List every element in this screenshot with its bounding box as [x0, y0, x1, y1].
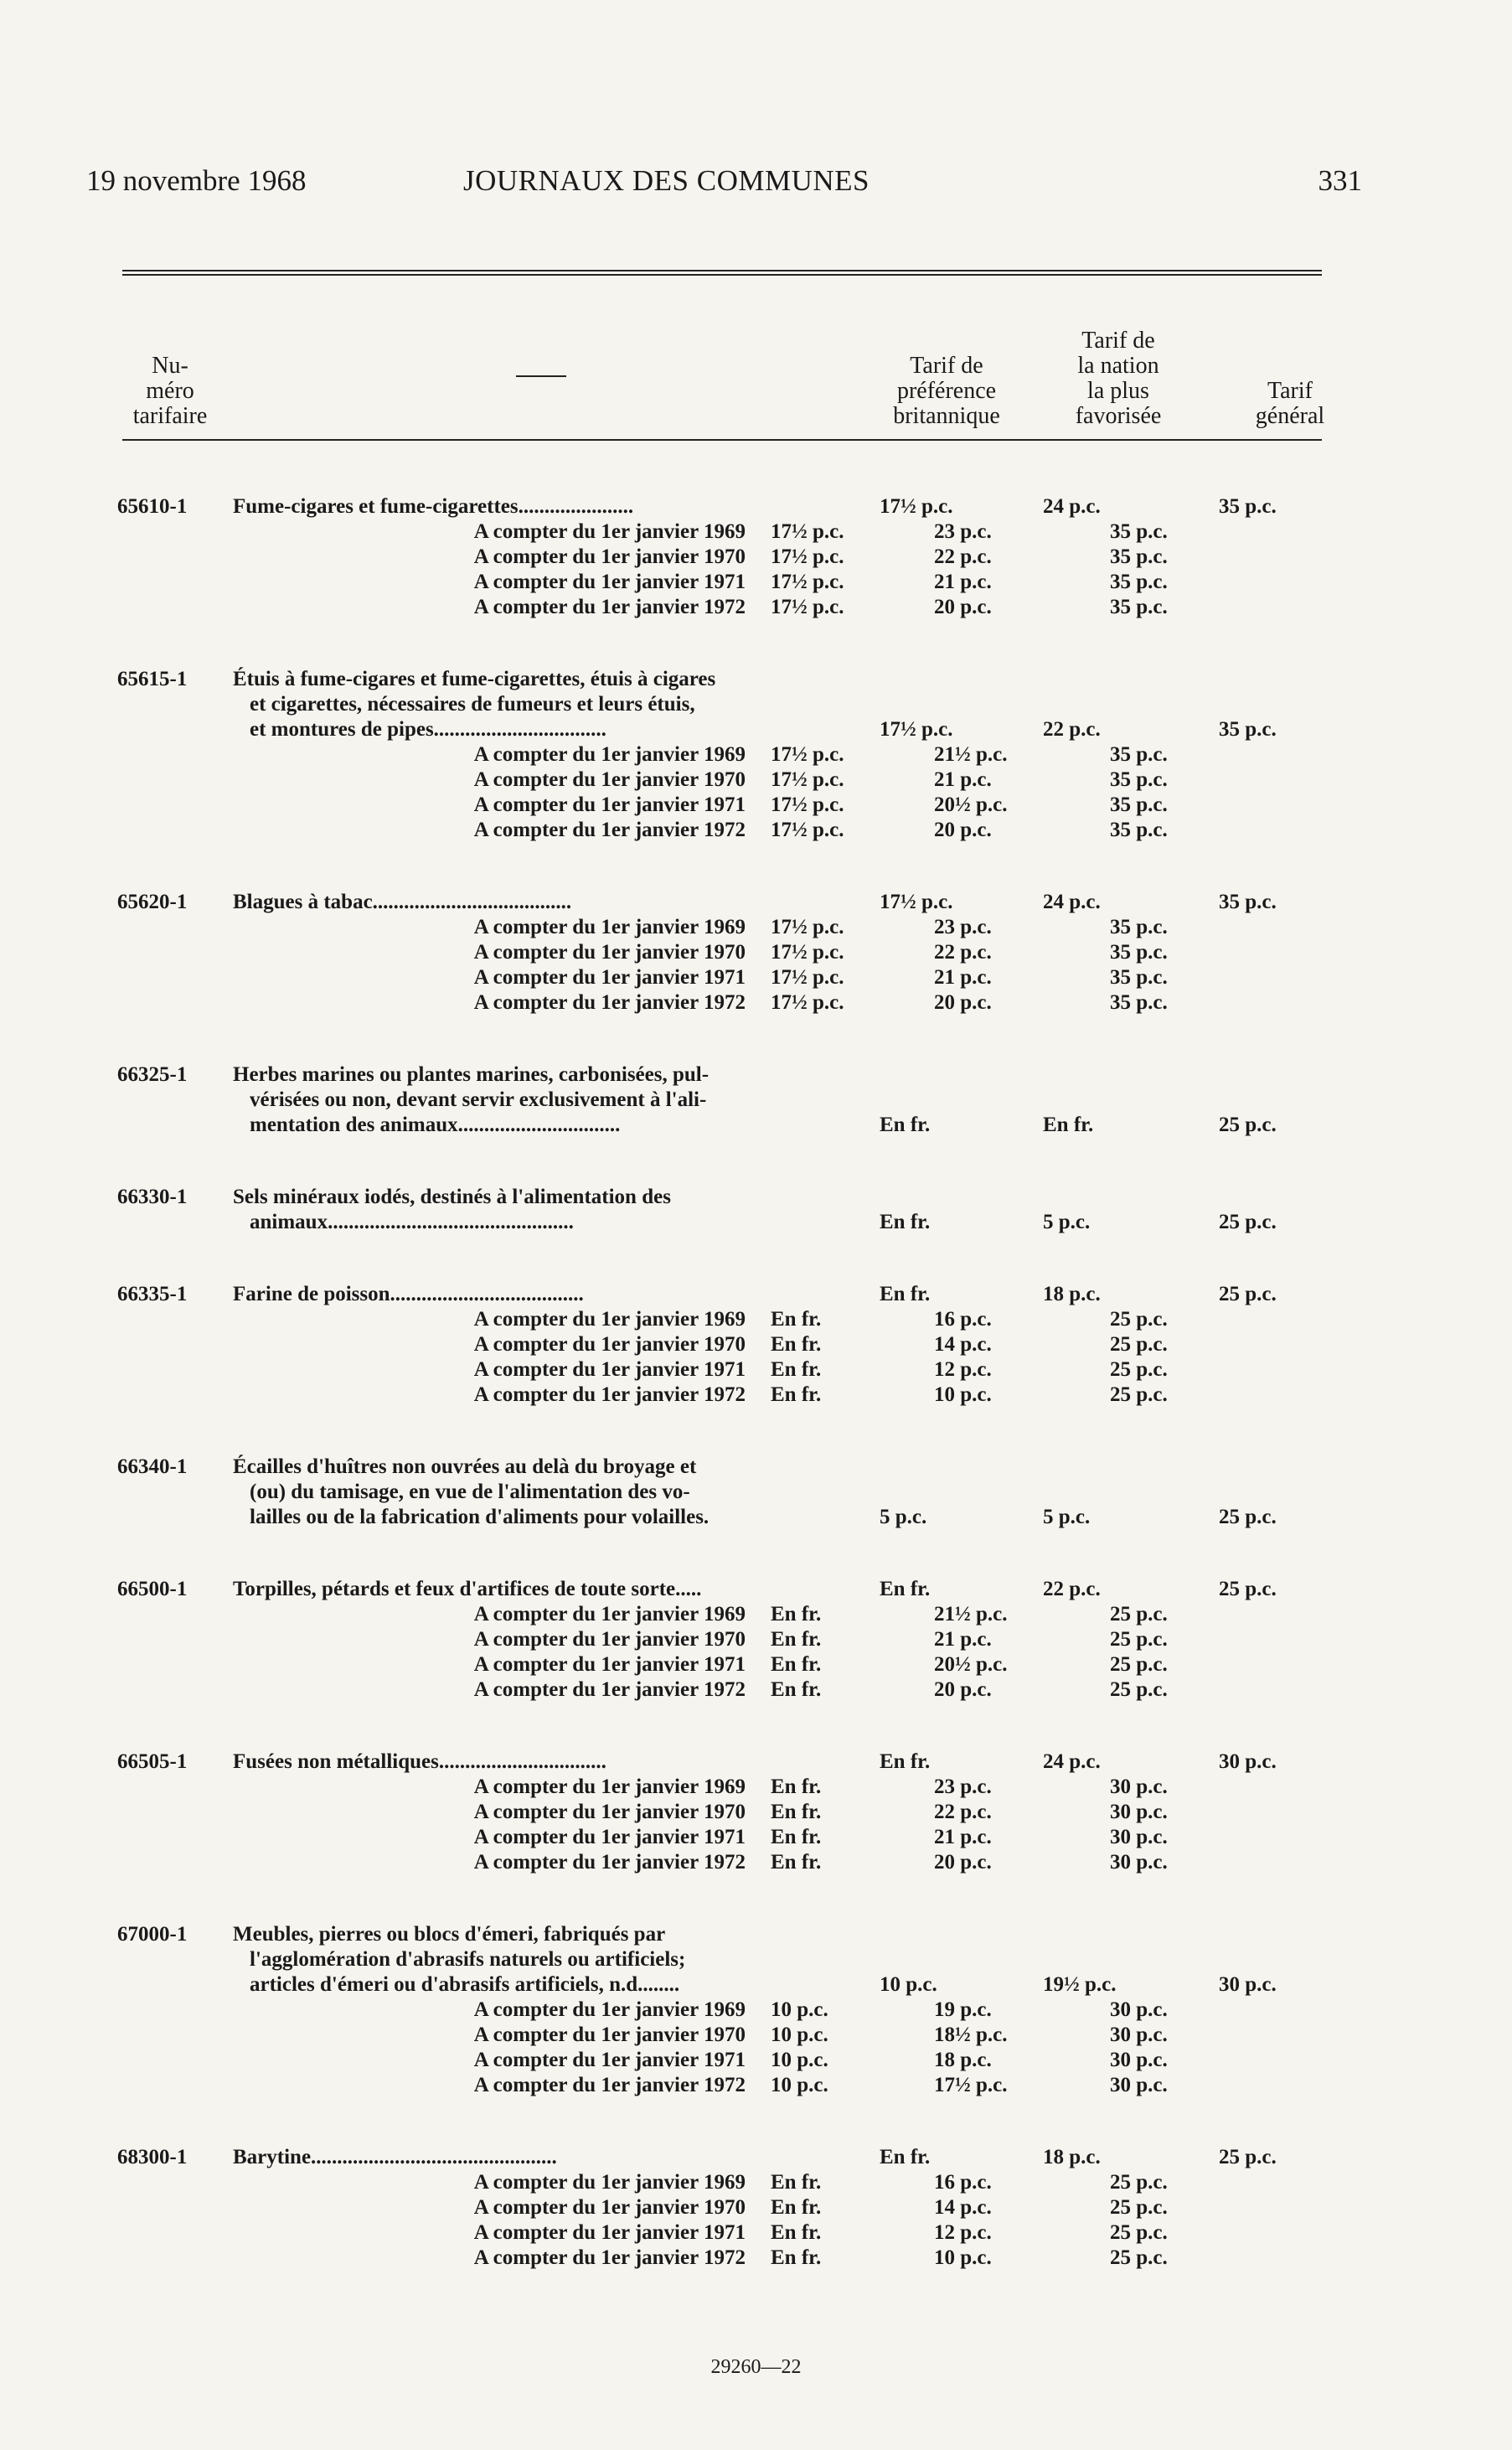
- rate-general: 30 p.c.: [1110, 1998, 1168, 2021]
- staging-date-label: A compter du 1er janvier 1971: [473, 2049, 746, 2071]
- staging-date-label: A compter du 1er janvier 1971: [473, 966, 746, 989]
- rate-general: 30 p.c.: [1110, 1851, 1168, 1874]
- tariff-item-code: 66330-1: [117, 1186, 188, 1208]
- rate-british: En fr.: [771, 1333, 822, 1356]
- rate-british: En fr.: [771, 1603, 822, 1626]
- rate-nation: 18 p.c.: [934, 2049, 992, 2071]
- staging-date-label: A compter du 1er janvier 1972: [473, 1678, 746, 1701]
- rate-british: En fr.: [771, 1628, 822, 1651]
- entry-description-row: [117, 1113, 1349, 1138]
- rate-general: 25 p.c.: [1110, 2196, 1168, 2219]
- rate-british: 17½ p.c.: [771, 991, 844, 1014]
- staging-date-label: A compter du 1er janvier 1971: [473, 793, 746, 816]
- rate-general: 35 p.c.: [1110, 768, 1168, 791]
- entry-description-row: [117, 1577, 1349, 1602]
- staging-row: [117, 1332, 1349, 1357]
- staging-date-label: A compter du 1er janvier 1970: [473, 768, 746, 791]
- rate-british: En fr.: [771, 1851, 822, 1874]
- rate-nation: 22 p.c.: [1043, 718, 1101, 741]
- rate-nation: 12 p.c.: [934, 2221, 992, 2244]
- entry-description-row: [117, 1947, 1349, 1972]
- staging-row: [117, 1775, 1349, 1800]
- entry-description-row: [117, 692, 1349, 717]
- rate-british: En fr.: [771, 2171, 822, 2194]
- staging-date-label: A compter du 1er janvier 1970: [473, 1333, 746, 1356]
- rate-general: 30 p.c.: [1110, 1775, 1168, 1798]
- staging-date-label: A compter du 1er janvier 1972: [473, 1383, 746, 1406]
- staging-row: [117, 915, 1349, 940]
- rate-nation: 20 p.c.: [934, 819, 992, 841]
- rate-general: 25 p.c.: [1110, 1603, 1168, 1626]
- tariff-item-description: Étuis à fume-cigares et fume-cigarettes, étuis à cigares: [233, 668, 716, 690]
- tariff-item-description: Torpilles, pétards et feux d'artifices de toute sorte.....: [233, 1578, 702, 1600]
- running-head: [86, 164, 1362, 204]
- staging-date-label: A compter du 1er janvier 1969: [473, 520, 746, 543]
- staging-date-label: A compter du 1er janvier 1971: [473, 571, 746, 593]
- staging-date-label: A compter du 1er janvier 1970: [473, 941, 746, 964]
- rate-general: 30 p.c.: [1219, 1973, 1277, 1996]
- tariff-item-code: 67000-1: [117, 1923, 188, 1946]
- rate-general: 35 p.c.: [1110, 793, 1168, 816]
- staging-row: [117, 2023, 1349, 2048]
- rate-general: 35 p.c.: [1110, 916, 1168, 938]
- tariff-item-description: Barytine...............................................: [233, 2146, 557, 2168]
- tariff-item-description: lailles ou de la fabrication d'aliments pour volailles.: [250, 1506, 710, 1528]
- staging-row: [117, 1383, 1349, 1408]
- rate-general: 35 p.c.: [1110, 545, 1168, 568]
- staging-date-label: A compter du 1er janvier 1969: [473, 1603, 746, 1626]
- rate-general: 25 p.c.: [1110, 1358, 1168, 1381]
- staging-date-label: A compter du 1er janvier 1972: [473, 2074, 746, 2096]
- rate-nation: 12 p.c.: [934, 1358, 992, 1381]
- staging-date-label: A compter du 1er janvier 1971: [473, 2221, 746, 2244]
- entry-description-row: [117, 1505, 1349, 1530]
- tariff-item-code: 66500-1: [117, 1578, 188, 1600]
- rate-nation: 21 p.c.: [934, 966, 992, 989]
- rate-british: En fr.: [771, 1653, 822, 1676]
- tariff-item-code: 66335-1: [117, 1283, 188, 1305]
- tariff-item-description: vérisées ou non, devant servir exclusivement à l'ali-: [250, 1088, 707, 1111]
- entry-description-row: [117, 494, 1349, 519]
- tariff-item-description: animaux...............................................: [250, 1211, 574, 1233]
- column-header-dash: [516, 375, 566, 377]
- staging-row: [117, 545, 1349, 570]
- rate-general: 25 p.c.: [1219, 1578, 1277, 1600]
- rate-british: 17½ p.c.: [771, 916, 844, 938]
- staging-row: [117, 1998, 1349, 2023]
- rate-british: 17½ p.c.: [771, 743, 844, 766]
- rate-general: 25 p.c.: [1110, 2221, 1168, 2244]
- rate-british: 17½ p.c.: [880, 891, 953, 913]
- header-title: JOURNAUX DES COMMUNES: [463, 164, 870, 197]
- rate-british: 17½ p.c.: [771, 596, 844, 618]
- rate-nation: 20 p.c.: [934, 991, 992, 1014]
- tariff-item-code: 65610-1: [117, 495, 188, 518]
- staging-row: [117, 1825, 1349, 1850]
- rate-general: 25 p.c.: [1110, 1333, 1168, 1356]
- rate-general: 25 p.c.: [1219, 1506, 1277, 1528]
- tariff-entry: [117, 890, 1349, 1016]
- rate-british: 17½ p.c.: [771, 545, 844, 568]
- tariff-item-code: 68300-1: [117, 2146, 188, 2168]
- rate-british: En fr.: [880, 1578, 931, 1600]
- tariff-item-code: 65620-1: [117, 891, 188, 913]
- staging-date-label: A compter du 1er janvier 1970: [473, 545, 746, 568]
- column-header-british: Tarif de préférence britannique: [893, 353, 1000, 429]
- rate-nation: 22 p.c.: [934, 1801, 992, 1823]
- rate-british: 10 p.c.: [771, 2049, 828, 2071]
- rate-nation: 19 p.c.: [934, 1998, 992, 2021]
- tariff-item-description: Herbes marines ou plantes marines, carbonisées, pul-: [233, 1063, 710, 1086]
- staging-row: [117, 570, 1349, 595]
- rate-nation: 22 p.c.: [934, 545, 992, 568]
- staging-row: [117, 818, 1349, 843]
- entry-description-row: [117, 717, 1349, 742]
- rate-british: 17½ p.c.: [771, 571, 844, 593]
- staging-date-label: A compter du 1er janvier 1971: [473, 1826, 746, 1848]
- rate-british: 17½ p.c.: [771, 966, 844, 989]
- staging-row: [117, 2195, 1349, 2220]
- tariff-entry: [117, 1577, 1349, 1703]
- staging-date-label: A compter du 1er janvier 1970: [473, 2196, 746, 2219]
- rate-general: 35 p.c.: [1110, 743, 1168, 766]
- header-date: 19 novembre 1968: [86, 164, 307, 197]
- staging-row: [117, 2048, 1349, 2073]
- staging-date-label: A compter du 1er janvier 1969: [473, 1308, 746, 1331]
- rate-british: En fr.: [771, 1383, 822, 1406]
- rate-british: 10 p.c.: [771, 2024, 828, 2046]
- rate-nation: 22 p.c.: [934, 941, 992, 964]
- rate-general: 35 p.c.: [1110, 520, 1168, 543]
- rate-general: 35 p.c.: [1110, 819, 1168, 841]
- rate-general: 30 p.c.: [1219, 1750, 1277, 1773]
- entry-description-row: [117, 1480, 1349, 1505]
- rate-nation: 20 p.c.: [934, 1678, 992, 1701]
- staging-row: [117, 1602, 1349, 1627]
- rate-general: 30 p.c.: [1110, 1826, 1168, 1848]
- column-header-nation: Tarif de la nation la plus favorisée: [1075, 328, 1162, 429]
- staging-date-label: A compter du 1er janvier 1969: [473, 1998, 746, 2021]
- rate-general: 35 p.c.: [1219, 891, 1277, 913]
- page-number: 331: [1318, 164, 1362, 197]
- rate-british: En fr.: [771, 2196, 822, 2219]
- tariff-entry: [117, 1922, 1349, 2098]
- rate-general: 25 p.c.: [1110, 1678, 1168, 1701]
- staging-row: [117, 2246, 1349, 2271]
- rate-nation: 23 p.c.: [934, 916, 992, 938]
- column-header-number: Nu- méro tarifaire: [132, 353, 208, 429]
- rate-nation: 23 p.c.: [934, 1775, 992, 1798]
- rate-general: 35 p.c.: [1110, 941, 1168, 964]
- tariff-item-description: l'agglomération d'abrasifs naturels ou artificiels;: [250, 1948, 686, 1971]
- rate-nation: 23 p.c.: [934, 520, 992, 543]
- rate-nation: En fr.: [1043, 1114, 1094, 1136]
- rate-british: 5 p.c.: [880, 1506, 927, 1528]
- staging-row: [117, 793, 1349, 818]
- rate-nation: 5 p.c.: [1043, 1211, 1091, 1233]
- staging-row: [117, 2170, 1349, 2195]
- rate-general: 25 p.c.: [1110, 1653, 1168, 1676]
- staging-date-label: A compter du 1er janvier 1970: [473, 2024, 746, 2046]
- column-header-rule: [122, 439, 1322, 441]
- tariff-item-description: Fume-cigares et fume-cigarettes......................: [233, 495, 634, 518]
- column-header-general: Tarif général: [1255, 378, 1325, 429]
- staging-row: [117, 2073, 1349, 2098]
- staging-row: [117, 1357, 1349, 1383]
- rate-british: En fr.: [771, 1678, 822, 1701]
- staging-date-label: A compter du 1er janvier 1970: [473, 1628, 746, 1651]
- rate-general: 25 p.c.: [1219, 1283, 1277, 1305]
- rate-general: 25 p.c.: [1219, 2146, 1277, 2168]
- tariff-item-description: articles d'émeri ou d'abrasifs artificiels, n.d........: [250, 1973, 680, 1996]
- rate-nation: 21 p.c.: [934, 768, 992, 791]
- rate-general: 30 p.c.: [1110, 2074, 1168, 2096]
- staging-row: [117, 990, 1349, 1016]
- rate-british: En fr.: [880, 1114, 931, 1136]
- rate-british: 10 p.c.: [771, 1998, 828, 2021]
- staging-date-label: A compter du 1er janvier 1969: [473, 1775, 746, 1798]
- rate-british: En fr.: [771, 2246, 822, 2269]
- entry-description-row: [117, 667, 1349, 692]
- tariff-item-description: et cigarettes, nécessaires de fumeurs et leurs étuis,: [250, 693, 695, 716]
- rate-british: 17½ p.c.: [771, 793, 844, 816]
- tariff-item-description: mentation des animaux...............................: [250, 1114, 621, 1136]
- staging-date-label: A compter du 1er janvier 1969: [473, 743, 746, 766]
- rate-british: En fr.: [771, 1801, 822, 1823]
- entry-description-row: [117, 1750, 1349, 1775]
- staging-row: [117, 1307, 1349, 1332]
- rate-nation: 21 p.c.: [934, 1826, 992, 1848]
- tariff-item-code: 66505-1: [117, 1750, 188, 1773]
- entry-description-row: [117, 1088, 1349, 1113]
- staging-row: [117, 1627, 1349, 1652]
- tariff-item-code: 66325-1: [117, 1063, 188, 1086]
- tariff-item-description: Sels minéraux iodés, destinés à l'alimentation des: [233, 1186, 671, 1208]
- rate-general: 35 p.c.: [1219, 495, 1277, 518]
- rate-nation: 10 p.c.: [934, 2246, 992, 2269]
- rate-general: 35 p.c.: [1110, 571, 1168, 593]
- rate-general: 30 p.c.: [1110, 2049, 1168, 2071]
- rate-general: 25 p.c.: [1110, 1628, 1168, 1651]
- entry-description-row: [117, 1922, 1349, 1947]
- rate-nation: 18 p.c.: [1043, 1283, 1101, 1305]
- rate-nation: 24 p.c.: [1043, 891, 1101, 913]
- header-rule: [122, 270, 1322, 276]
- rate-general: 25 p.c.: [1110, 1383, 1168, 1406]
- rate-british: En fr.: [771, 1308, 822, 1331]
- rate-british: 17½ p.c.: [880, 495, 953, 518]
- tariff-table: [117, 494, 1349, 2318]
- rate-nation: 19½ p.c.: [1043, 1973, 1117, 1996]
- rate-general: 25 p.c.: [1219, 1211, 1277, 1233]
- staging-date-label: A compter du 1er janvier 1972: [473, 991, 746, 1014]
- staging-row: [117, 1800, 1349, 1825]
- entry-description-row: [117, 2145, 1349, 2170]
- staging-date-label: A compter du 1er janvier 1971: [473, 1358, 746, 1381]
- rate-nation: 16 p.c.: [934, 2171, 992, 2194]
- rate-nation: 10 p.c.: [934, 1383, 992, 1406]
- rate-british: En fr.: [771, 1775, 822, 1798]
- entry-description-row: [117, 1972, 1349, 1998]
- staging-date-label: A compter du 1er janvier 1972: [473, 596, 746, 618]
- rate-nation: 22 p.c.: [1043, 1578, 1101, 1600]
- rate-general: 30 p.c.: [1110, 1801, 1168, 1823]
- staging-row: [117, 519, 1349, 545]
- rate-general: 25 p.c.: [1219, 1114, 1277, 1136]
- staging-row: [117, 2220, 1349, 2246]
- rate-nation: 20 p.c.: [934, 1851, 992, 1874]
- rate-nation: 24 p.c.: [1043, 1750, 1101, 1773]
- rate-nation: 16 p.c.: [934, 1308, 992, 1331]
- tariff-entry: [117, 667, 1349, 843]
- rate-nation: 14 p.c.: [934, 1333, 992, 1356]
- staging-date-label: A compter du 1er janvier 1972: [473, 2246, 746, 2269]
- staging-row: [117, 595, 1349, 620]
- tariff-entry: [117, 494, 1349, 620]
- tariff-item-description: Fusées non métalliques................................: [233, 1750, 606, 1773]
- rate-nation: 20½ p.c.: [934, 793, 1008, 816]
- rate-general: 35 p.c.: [1110, 966, 1168, 989]
- entry-description-row: [117, 1062, 1349, 1088]
- rate-general: 25 p.c.: [1110, 1308, 1168, 1331]
- staging-date-label: A compter du 1er janvier 1969: [473, 2171, 746, 2194]
- rate-general: 35 p.c.: [1110, 991, 1168, 1014]
- staging-row: [117, 1652, 1349, 1677]
- rate-british: En fr.: [880, 1211, 931, 1233]
- entry-description-row: [117, 1185, 1349, 1210]
- page-folio: 29260—22: [710, 2356, 802, 2378]
- rate-nation: 20½ p.c.: [934, 1653, 1008, 1676]
- staging-date-label: A compter du 1er janvier 1972: [473, 1851, 746, 1874]
- rate-british: 17½ p.c.: [771, 941, 844, 964]
- rate-nation: 17½ p.c.: [934, 2074, 1008, 2096]
- tariff-item-description: Écailles d'huîtres non ouvrées au delà du broyage et: [233, 1455, 697, 1478]
- entry-description-row: [117, 890, 1349, 915]
- staging-row: [117, 768, 1349, 793]
- tariff-entry: [117, 1062, 1349, 1138]
- tariff-item-code: 66340-1: [117, 1455, 188, 1478]
- entry-description-row: [117, 1455, 1349, 1480]
- rate-general: 35 p.c.: [1110, 596, 1168, 618]
- staging-date-label: A compter du 1er janvier 1969: [473, 916, 746, 938]
- tariff-entry: [117, 1750, 1349, 1875]
- staging-row: [117, 965, 1349, 990]
- rate-general: 25 p.c.: [1110, 2246, 1168, 2269]
- tariff-entry: [117, 1282, 1349, 1408]
- rate-general: 25 p.c.: [1110, 2171, 1168, 2194]
- tariff-item-code: 65615-1: [117, 668, 188, 690]
- rate-general: 35 p.c.: [1219, 718, 1277, 741]
- rate-nation: 21½ p.c.: [934, 1603, 1008, 1626]
- rate-british: 10 p.c.: [771, 2074, 828, 2096]
- tariff-item-description: Farine de poisson.....................................: [233, 1283, 584, 1305]
- rate-nation: 20 p.c.: [934, 596, 992, 618]
- rate-british: 17½ p.c.: [771, 520, 844, 543]
- entry-description-row: [117, 1282, 1349, 1307]
- rate-british: En fr.: [880, 1283, 931, 1305]
- rate-british: 17½ p.c.: [771, 819, 844, 841]
- rate-nation: 24 p.c.: [1043, 495, 1101, 518]
- rate-general: 30 p.c.: [1110, 2024, 1168, 2046]
- tariff-item-description: et montures de pipes.................................: [250, 718, 606, 741]
- staging-date-label: A compter du 1er janvier 1970: [473, 1801, 746, 1823]
- staging-row: [117, 1850, 1349, 1875]
- tariff-item-description: Blagues à tabac......................................: [233, 891, 572, 913]
- staging-row: [117, 940, 1349, 965]
- staging-row: [117, 1677, 1349, 1703]
- staging-row: [117, 742, 1349, 768]
- tariff-entry: [117, 1455, 1349, 1530]
- rate-nation: 21 p.c.: [934, 1628, 992, 1651]
- staging-date-label: A compter du 1er janvier 1972: [473, 819, 746, 841]
- rate-british: En fr.: [771, 2221, 822, 2244]
- rate-british: 17½ p.c.: [880, 718, 953, 741]
- rate-british: En fr.: [880, 2146, 931, 2168]
- tariff-item-description: Meubles, pierres ou blocs d'émeri, fabriqués par: [233, 1923, 666, 1946]
- tariff-item-description: (ou) du tamisage, en vue de l'alimentation des vo-: [250, 1481, 690, 1503]
- rate-british: En fr.: [771, 1358, 822, 1381]
- rate-british: 10 p.c.: [880, 1973, 937, 1996]
- rate-british: En fr.: [771, 1826, 822, 1848]
- rate-british: En fr.: [880, 1750, 931, 1773]
- entry-description-row: [117, 1210, 1349, 1235]
- rate-british: 17½ p.c.: [771, 768, 844, 791]
- staging-date-label: A compter du 1er janvier 1971: [473, 1653, 746, 1676]
- rate-nation: 18½ p.c.: [934, 2024, 1008, 2046]
- rate-nation: 5 p.c.: [1043, 1506, 1091, 1528]
- rate-nation: 14 p.c.: [934, 2196, 992, 2219]
- rate-nation: 21½ p.c.: [934, 743, 1008, 766]
- rate-nation: 21 p.c.: [934, 571, 992, 593]
- tariff-entry: [117, 1185, 1349, 1235]
- tariff-entry: [117, 2145, 1349, 2271]
- rate-nation: 18 p.c.: [1043, 2146, 1101, 2168]
